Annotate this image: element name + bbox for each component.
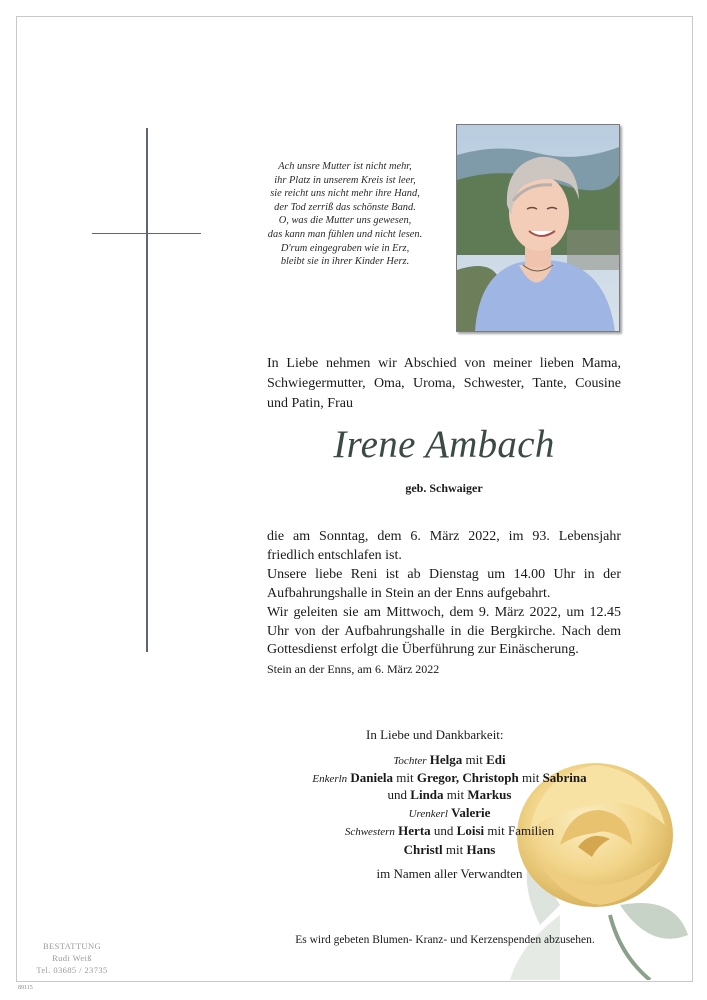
mourner-line bbox=[262, 805, 637, 821]
mourner-name: Loisi bbox=[456, 823, 485, 838]
mourner-name: Daniela bbox=[350, 770, 394, 785]
mourner-line bbox=[262, 752, 637, 768]
stamp-line: Tel. 03685 / 23735 bbox=[36, 965, 108, 975]
connector-text: mit bbox=[446, 787, 465, 802]
relation-label: Schwestern bbox=[344, 826, 395, 838]
mourner-name: Gregor, Christoph bbox=[416, 770, 519, 785]
poem-line: ihr Platz in unserem Kreis ist leer, bbox=[274, 174, 416, 186]
funeral-home-stamp bbox=[26, 940, 118, 976]
memorial-poem bbox=[240, 160, 450, 269]
deceased-name: Irene Ambach bbox=[333, 423, 555, 466]
death-notice-paragraph: die am Sonntag, dem 6. März 2022, im 93. Lebensjahr friedlich entschlafen ist. bbox=[267, 529, 621, 563]
relatives-closing: im Namen aller Verwandten bbox=[376, 866, 523, 881]
mourner-line bbox=[262, 787, 637, 803]
place-date: Stein an der Enns, am 6. März 2022 bbox=[267, 662, 440, 676]
mourner-name: Linda bbox=[410, 787, 444, 802]
stamp-line: Rudi Weiß bbox=[52, 953, 92, 963]
maiden-name: geb. Schwaiger bbox=[405, 481, 483, 495]
portrait-photo bbox=[456, 124, 620, 332]
poem-line: D'rum eingegraben wie in Erz, bbox=[280, 242, 410, 254]
poem-line: der Tod zerriß das schönste Band. bbox=[274, 201, 416, 213]
cross-horizontal-bar bbox=[92, 233, 201, 234]
connector-text: und bbox=[387, 787, 408, 802]
mourner-name: Helga bbox=[429, 752, 463, 767]
mourner-name: Edi bbox=[486, 752, 506, 767]
relation-label: Urenkerl bbox=[408, 808, 448, 820]
relation-label: Enkerln bbox=[312, 773, 348, 785]
mourner-name: Christl bbox=[403, 842, 443, 857]
mourner-line bbox=[262, 770, 637, 786]
connector-text: mit bbox=[521, 770, 540, 785]
mourner-name: Valerie bbox=[451, 805, 491, 820]
footer-code: 89115 bbox=[18, 985, 33, 991]
cross-vertical-bar bbox=[146, 128, 148, 652]
relation-label: Tochter bbox=[393, 755, 427, 767]
mourner-name: Sabrina bbox=[542, 770, 587, 785]
poem-line: bleibt sie in ihrer Kinder Herz. bbox=[280, 256, 410, 268]
funeral-paragraph: Wir geleiten sie am Mittwoch, dem 9. März 2022, um 12.45 Uhr von der Aufbahrungshalle in die Bergkirche. Nach dem Gottesdienst erfolgt die Überführung zur Einäscherung. bbox=[267, 605, 621, 657]
thanks-heading: In Liebe und Dankbarkeit: bbox=[366, 727, 504, 742]
mourner-name: Markus bbox=[467, 787, 512, 802]
poem-line: Ach unsre Mutter ist nicht mehr, bbox=[278, 161, 412, 172]
poem-line: das kann man fühlen und nicht lesen. bbox=[267, 228, 423, 240]
mourner-line bbox=[262, 823, 637, 839]
connector-text: mit bbox=[396, 770, 414, 785]
intro-text: In Liebe nehmen wir Abschied von meiner lieben Mama, Schwiegermutter, Oma, Uroma, Schwester, Tante, Cousine und Patin, Frau bbox=[267, 356, 621, 411]
connector-text: mit bbox=[465, 752, 483, 767]
stamp-line: BESTATTUNG bbox=[42, 941, 102, 951]
mourner-name: Hans bbox=[466, 842, 496, 857]
connector-text: mit bbox=[445, 842, 464, 857]
poem-line: O, was die Mutter uns gewesen, bbox=[278, 215, 412, 227]
connector-text: und bbox=[433, 823, 454, 838]
mourner-line bbox=[262, 842, 637, 858]
viewing-paragraph: Unsere liebe Reni ist ab Dienstag um 14.00 Uhr in der Aufbahrungshalle in Stein an der Enns aufgebahrt. bbox=[267, 567, 621, 601]
donation-request: Es wird gebeten Blumen- Kranz- und Kerzenspenden abzusehen. bbox=[295, 934, 595, 946]
poem-line: sie reicht uns nicht mehr ihre Hand, bbox=[270, 188, 420, 200]
connector-text: mit Familien bbox=[487, 823, 555, 838]
mourner-name: Herta bbox=[398, 823, 431, 838]
